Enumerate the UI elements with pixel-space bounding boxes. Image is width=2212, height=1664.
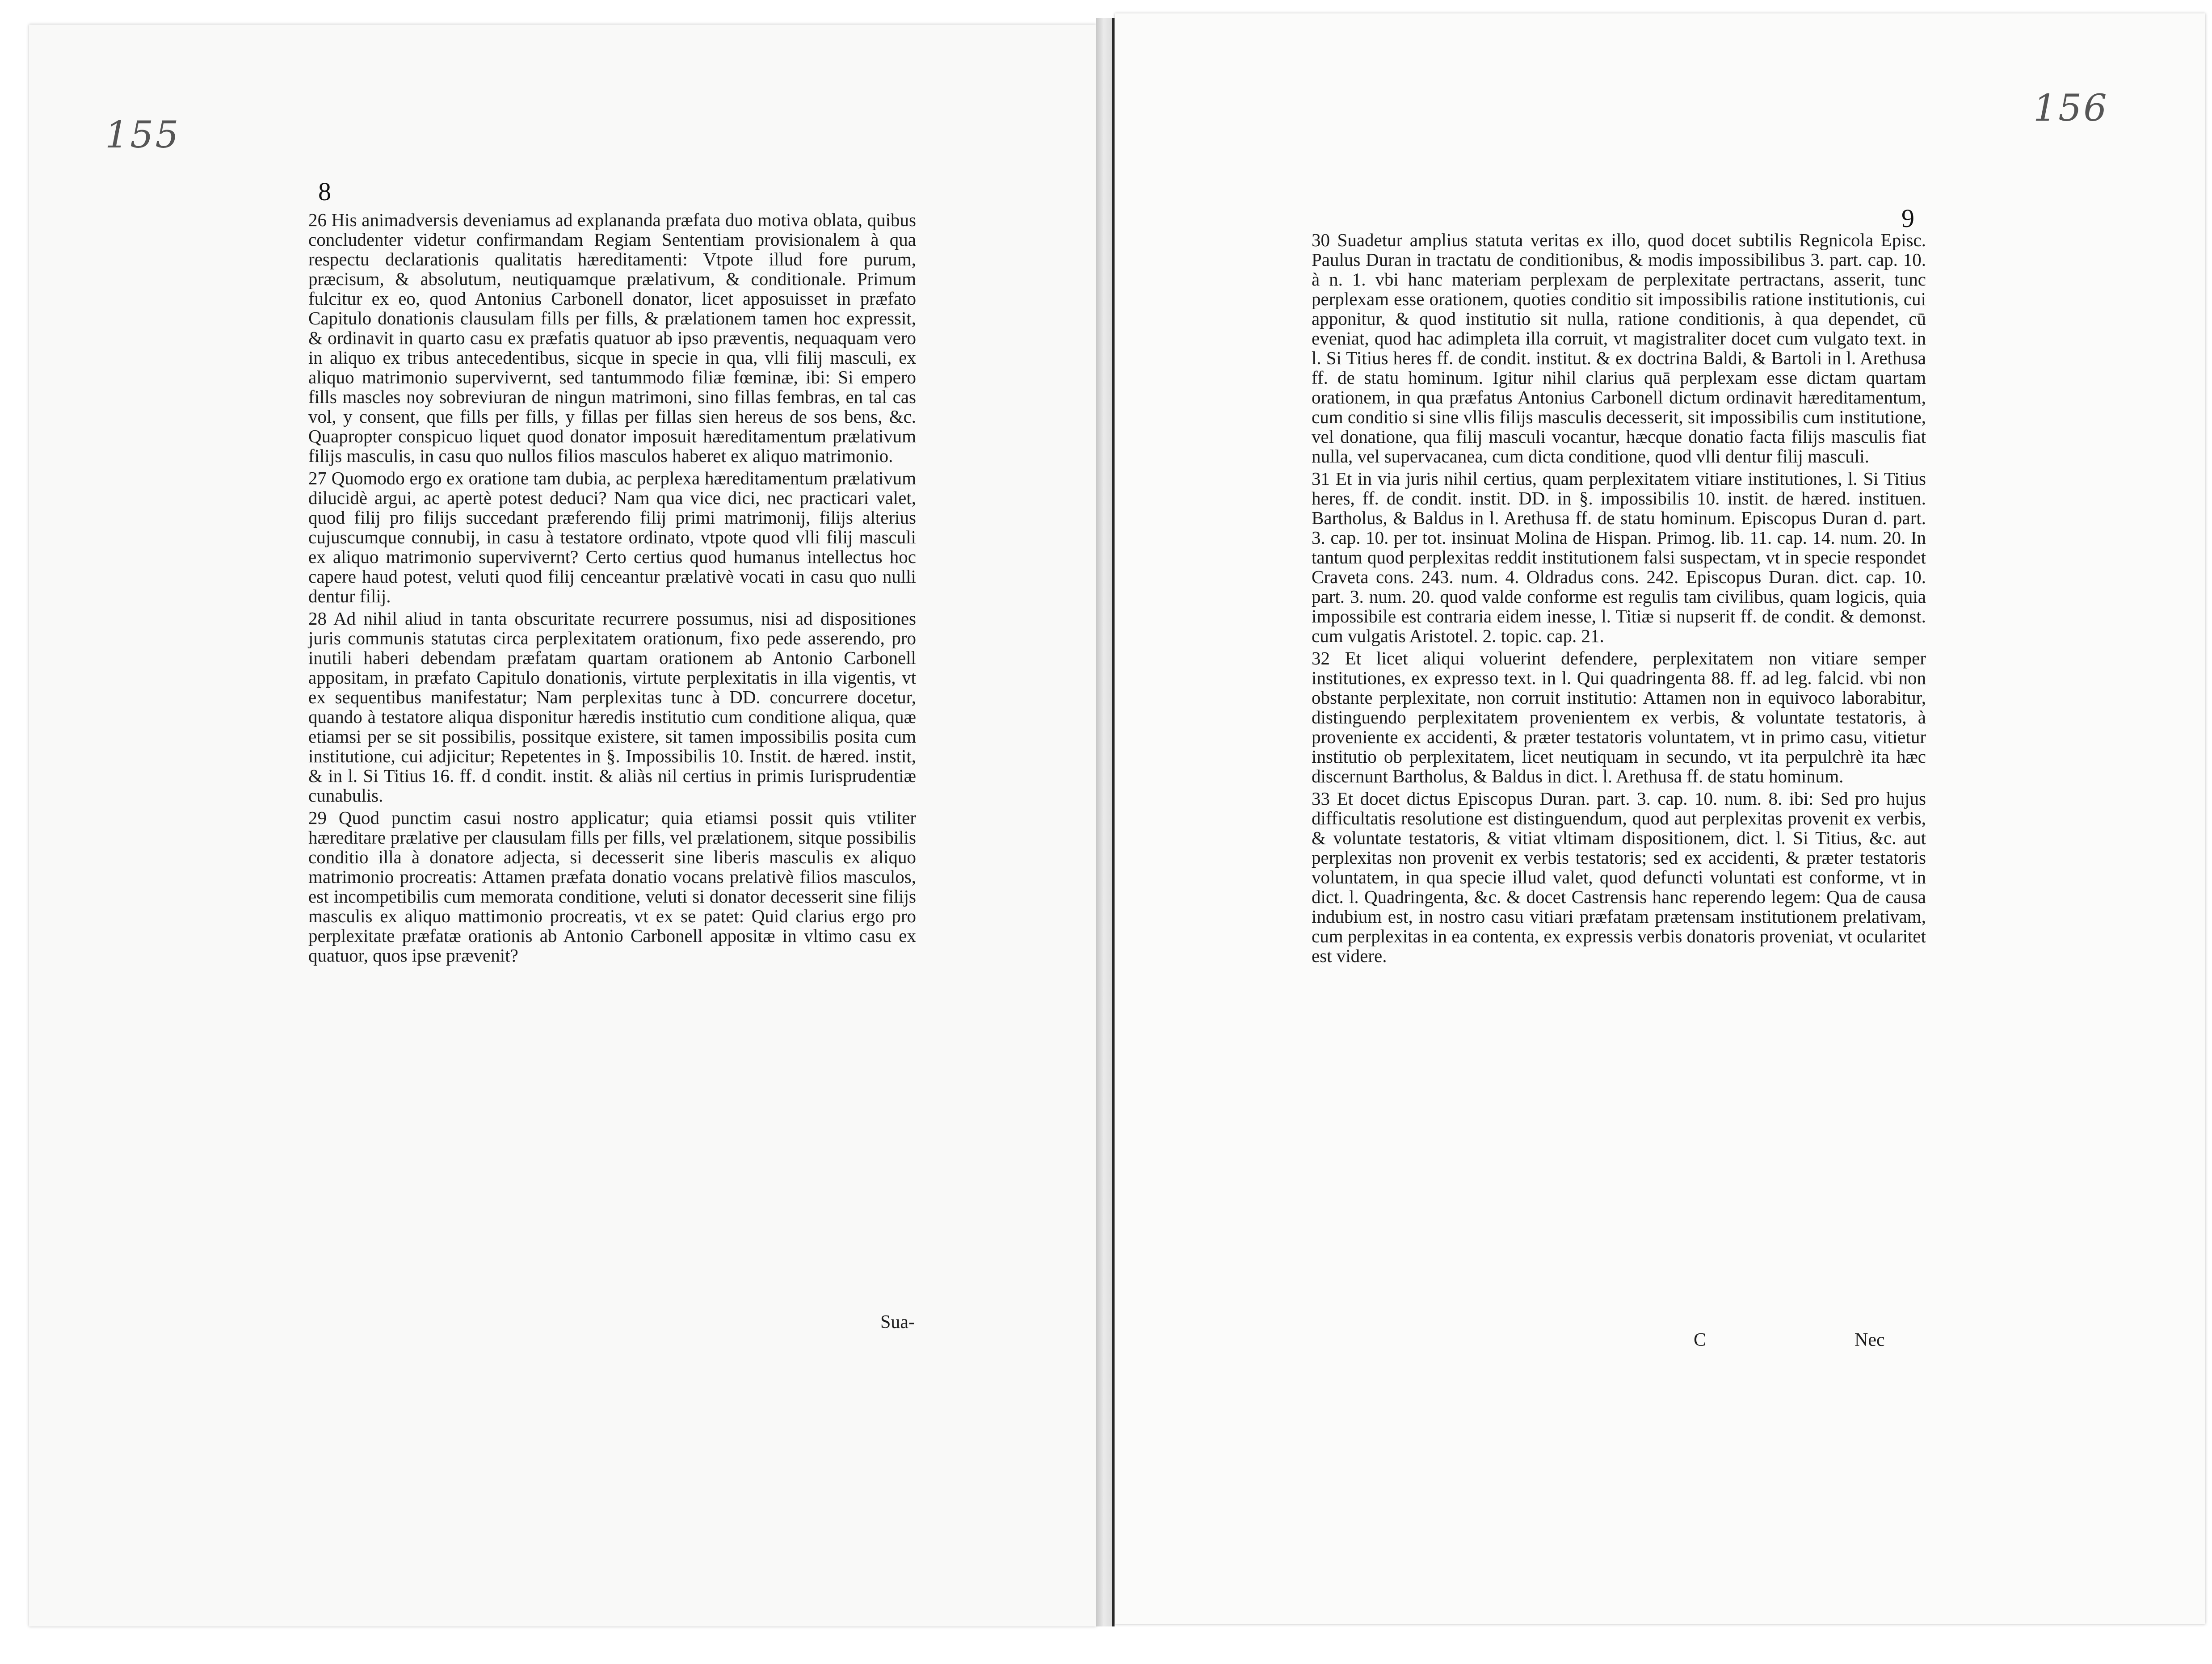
paragraph-31: 31 Et in via juris nihil certius, quam perplexitatem vitiare institutiones, l. Si Titius heres, ff. de condit. instit. DD. in §. impossibilis 10. instit. de hæred. instituen. Bartholus, & Baldus in l. Arethusa ff. de statu hominum. Episcopus Duran d. part. 3. cap. 10. per tot. insinuat Molina de Hispan. Primog. lib. 11. cap. 14. num. 20. In tantum quod perplexitas reddit institutionem falsi suspectam, vt in specie respondet Craveta cons. 243. num. 4. Oldradus cons. 242. Episcopus Duran. dict. cap. 10. part. 3. num. 20. quod valde conforme est regulis tam civilibus, quam logicis, quia impossibile est contraria eidem inesse, l. Titiæ si nupserit ff. de condit. & demonst. cum vulgatis Aristotel. 2. topic. cap. 21. <box>1312 468 1926 646</box>
right-catchword: Nec <box>1855 1330 1885 1350</box>
paragraph-27: 27 Quomodo ergo ex oratione tam dubia, ac perplexa hæreditamentum prælativum dilucidè argui, ac apertè potest deduci? Nam qua vice dici, nec practicari valet, quod filij pro filijs succedant præferendo filij primi matrimonij, filijs alterius cujuscumque connubij, in casu à testatore ordinato, vtpote quod vlli filij masculi ex aliquo matrimonio supervivernt? Certo certius quod humanus intellectus hoc capere haud potest, veluti quod filij cenceantur prælativè vocati in casu quo nulli dentur filij. <box>308 468 916 606</box>
right-page-number: 9 <box>1901 204 1914 233</box>
left-page-number: 8 <box>318 177 331 206</box>
left-handwritten-folio: 155 <box>105 114 181 156</box>
paragraph-26: 26 His animadversis deveniamus ad explananda præfata duo motiva oblata, quibus concludenter videtur confirmandam Regiam Sententiam provisionalem à qua respectu declarationis qualitatis hæreditamenti: Vtpote illud fore purum, præcisum, & absolutum, neutiquamque prælativum, & conditionale. Primum fulcitur ex eo, quod Antonius Carbonell donator, licet apposuisset in præfato Capitulo donationis clausulam fills per fills, & prælationem tamen hoc expressit, & ordinavit in quarto casu ex præfatis quatuor ab ipso præventis, nequaquam vero in aliquo ex tribus antecedentibus, sicque in specie in qua, vlli filij masculi, ex aliquo matrimonio supervivernt, sed tantummodo filiæ fœminæ, ibi: Si empero fills mascles noy sobreviuran de ningun matrimoni, sino fillas fembras, en tal cas vol, y consent, que fills per fills, y fillas per fillas sien hereus de sos bens, &c. Quapropter conspicuo liquet quod donator imposuit hæreditamentum prælativum filijs masculis, in casu quo nullos filios masculos haberet ex aliquo matrimonio. <box>308 210 916 466</box>
right-handwritten-folio: 156 <box>2033 87 2109 130</box>
right-text-column <box>1312 230 1926 966</box>
paragraph-32: 32 Et licet aliqui voluerint defendere, perplexitatem non vitiare semper institutiones, ex expresso text. in l. Qui quadringenta 88. ff. ad leg. falcid. vbi non obstante perplexitate, non corruit institutio: Attamen non in equivoco laborabitur, distinguendo perplexitatem provenientem ex verbis, & voluntate testatoris, à proveniente ex accidenti, & præter testatoris voluntatem, vt in primo casu, vitietur institutio ob perplexitatem, licet neutiquam in secundo, vt ita perpulchrè ita hæc discernunt Bartholus, & Baldus in dict. l. Arethusa ff. de statu hominum. <box>1312 648 1926 786</box>
left-text-column <box>308 210 916 965</box>
paragraph-30: 30 Suadetur amplius statuta veritas ex illo, quod docet subtilis Regnicola Episc. Paulus Duran in tractatu de conditionibus, & modis impossibilibus 3. part. cap. 10. à n. 1. vbi hanc materiam perplexam de perplexitate pertractans, asserit, tunc perplexam esse orationem, quoties conditio sit impossibilis ratione institutionis, cui apponitur, & quod institutio sit nulla, ratione conditionis, à qua dependet, cū eveniat, quod hac adimpleta illa corruit, vt magistraliter docet cum vulgato text. in l. Si Titius heres ff. de condit. institut. & ex doctrina Baldi, & Bartoli in l. Arethusa ff. de statu hominum. Igitur nihil clarius quā perplexam esse dictam quartam orationem, in qua præfatus Antonius Carbonell dictum ordinavit hæreditamentum, cum conditio si sine vllis filijs masculis decesserit, sit impossibilis cum institutione, vel donatione, qua filij masculi vocantur, hæcque donatio facta filijs masculis fiat nulla, vel supervacanea, cum dicta conditione, quod vlli dentur filij masculi. <box>1312 230 1926 466</box>
signature-mark: C <box>1694 1330 1707 1350</box>
paragraph-29: 29 Quod punctim casui nostro applicatur; quia etiamsi possit quis vtiliter hæreditare prælative per clausulam fills per fills, vel prælationem, sitque possibilis conditio illa à donatore adjecta, si decesserit sine liberis masculis ex aliquo matrimonio procreatis: Attamen præfata donatio vocans prelativè filios masculos, est incompetibilis cum memorata conditione, veluti si donator decesserit sine filijs masculis ex aliquo mattimonio procreatis, vt ex se patet: Quid clarius ergo pro perplexitate præfatæ orationis ab Antonio Carbonell appositæ in vltimo casu ex quatuor, quos ipse prævenit? <box>308 807 916 966</box>
right-page-edge <box>1112 18 1114 1626</box>
paragraph-33: 33 Et docet dictus Episcopus Duran. part. 3. cap. 10. num. 8. ibi: Sed pro hujus difficultatis resolutione est distinguendum, quod aut perplexitas provenit ex verbis, & voluntate testatoris, & vitiat vltimam dispositionem, dict. l. Si Titius, &c. aut perplexitas non provenit ex verbis testatoris; sed ex accidenti, & præter testatoris voluntatem, in qua specie illud valet, quod defuncti voluntati est conforme, vt in dict. l. Quadringenta, &c. & docet Castrensis hanc reperendo legem: Qua de causa indubium est, in nostro casu vitiari præfatam prætensam institutionem prelativam, cum perplexitas in ea contenta, ex expressis verbis donatoris proveniat, vt ocularitet est videre. <box>1312 788 1926 966</box>
paragraph-28: 28 Ad nihil aliud in tanta obscuritate recurrere possumus, nisi ad dispositiones juris communis statutas circa perplexitatem orationum, fixo pede asserendo, pro inutili haberi debendam præfatam quartam orationem ab Antonio Carbonell appositam, in præfato Capitulo donationis, virtute perplexitatis in illa vigentis, vt ex sequentibus manifestatur; Nam perplexitas tunc à DD. concurrere docetur, quando à testatore aliqua disponitur hæredis institutio cum conditione aliqua, quæ etiamsi per se sit possibilis, possitque existere, sit tamen impossibilis posita cum institutione, cui adjicitur; Repetentes in §. Impossibilis 10. Instit. de hæred. instit, & in l. Si Titius 16. ff. d condit. instit. & aliàs nil certius in primis Iurisprudentiæ cunabulis. <box>308 608 916 806</box>
left-catchword: Sua- <box>880 1312 915 1332</box>
